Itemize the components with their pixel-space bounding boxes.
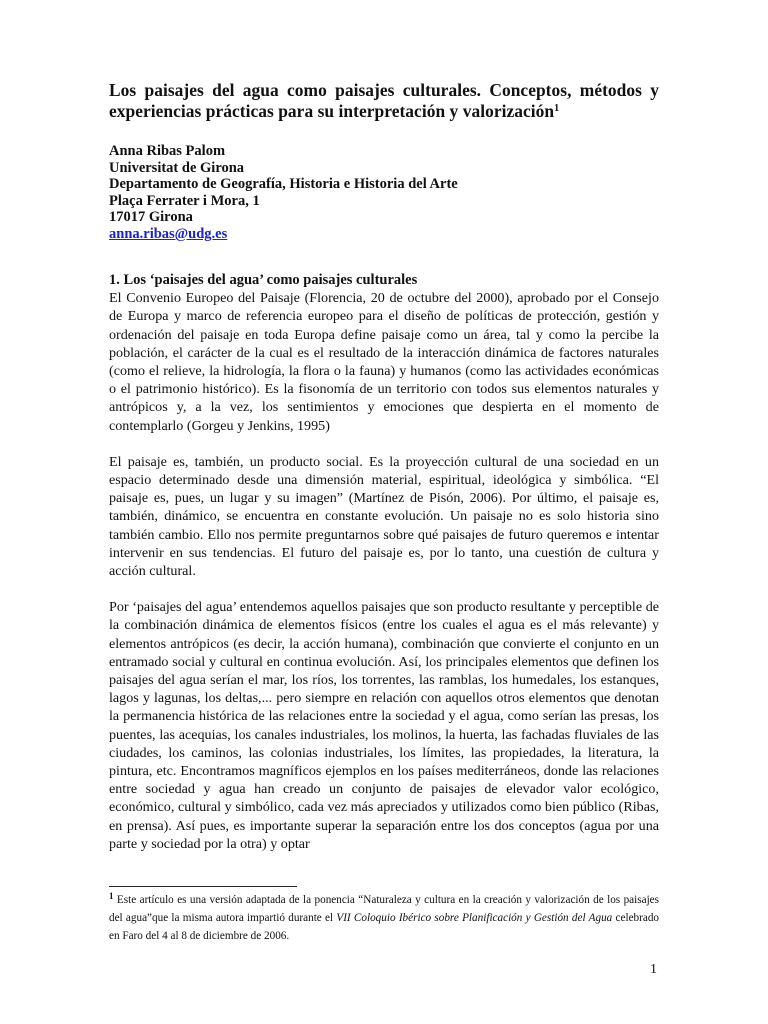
author-department: Departamento de Geografía, Historia e Historia del Arte bbox=[109, 176, 458, 193]
section-heading: 1. Los ‘paisajes del agua’ como paisajes culturales bbox=[109, 271, 418, 288]
body-paragraph-2: El paisaje es, también, un producto social. Es la proyección cultural de una sociedad en un espacio determinado desde una dimensión material, espiritual, ideológica y simbólica. “El paisaje es, pues, un lugar y su imagen” (Martínez de Pisón, 2006). Por último, el paisaje es, también, dinámico, se encuentra en constante evolución. Un paisaje no es solo historia sino también cambio. Ello nos permite preguntarnos sobre qué paisajes de futuro queremos e intentar intervenir en sus tendencias. El futuro del paisaje es, por lo tanto, una cuestión de cultura y acción cultural. bbox=[109, 453, 659, 579]
footnote-italic-title: VII Coloquio Ibérico sobre Planificación y Gestión del Agua bbox=[336, 912, 613, 924]
author-institution: Universitat de Girona bbox=[109, 159, 245, 176]
page-number: 1 bbox=[650, 962, 657, 977]
author-name: Anna Ribas Palom bbox=[109, 143, 226, 159]
footnote-number: 1 bbox=[109, 891, 114, 901]
page-content bbox=[109, 80, 659, 853]
author-block bbox=[109, 143, 659, 243]
document-title-text: Los paisajes del agua como paisajes culturales. Conceptos, métodos y experiencias prácticas para su interpretación y valorización bbox=[109, 80, 659, 121]
footnote-separator bbox=[109, 886, 297, 887]
footnote-text-after: celebrado en Faro del 4 al 8 de diciembre de 2006. bbox=[109, 912, 660, 942]
body-paragraph-3: Por ‘paisajes del agua’ entendemos aquellos paisajes que son producto resultante y perceptible de la combinación dinámica de elementos físicos (entre los cuales el agua es el más relevante) y elementos antrópicos (es decir, la acción humana), combinación que convierte el conjunto en un entramado social y cultural en continua evolución. Así, los principales elementos que definen los paisajes del agua serían el mar, los ríos, los torrentes, las ramblas, los humedales, los estanques, lagos y lagunas, los deltas,... pero siempre en relación con aquellos otros elementos que denotan la permanencia histórica de las relaciones entre la sociedad y el agua, como serían las presas, los puentes, las acequias, los canales industriales, los molinos, la huerta, las fachadas fluviales de las ciudades, los caminos, las colonias industriales, los límites, las propiedades, la literatura, la pintura, etc. Encontramos magníficos ejemplos en los países mediterráneos, donde las relaciones entre sociedad y agua han creado un conjunto de paisajes de elevador valor ecológico, económico, cultural y simbólico, cada vez más apreciados y utilizados como bien público (Ribas, en prensa). Así pues, es importante superar la separación entre los dos conceptos (agua por una parte y sociedad por la otra) y optar bbox=[109, 599, 659, 852]
footnote-text-before: Este artículo es una versión adaptada de la ponencia “Naturaleza y cultura en la creación y valorización de los paisajes del agua”que la misma autora impartió durante el bbox=[109, 894, 659, 924]
body-paragraph-1: El Convenio Europeo del Paisaje (Florencia, 20 de octubre del 2000), aprobado por el Consejo de Europa y marco de referencia europeo para el diseño de políticas de protección, gestión y ordenación del paisaje en toda Europa define paisaje como un área, tal y como la percibe la población, el carácter de la cual es el resultado de la interacción dinámica de factores naturales (como el relieve, la hidrología, la flora o la fauna) y humanos (como las actividades económicas o el patrimonio histórico). Es la fisonomía de un territorio con todos sus elementos naturales y antrópicos y, a la vez, los sentimientos y emociones que despierta en el momento de contemplarlo (Gorgeu y Jenkins, 1995) bbox=[109, 290, 659, 434]
footnote-reference[interactable]: 1 bbox=[554, 103, 560, 114]
footnote bbox=[109, 891, 659, 945]
author-email-link[interactable]: anna.ribas@udg.es bbox=[109, 225, 228, 242]
author-postal: 17017 Girona bbox=[109, 209, 193, 226]
document-title bbox=[109, 80, 659, 122]
author-street: Plaça Ferrater i Mora, 1 bbox=[109, 192, 260, 209]
